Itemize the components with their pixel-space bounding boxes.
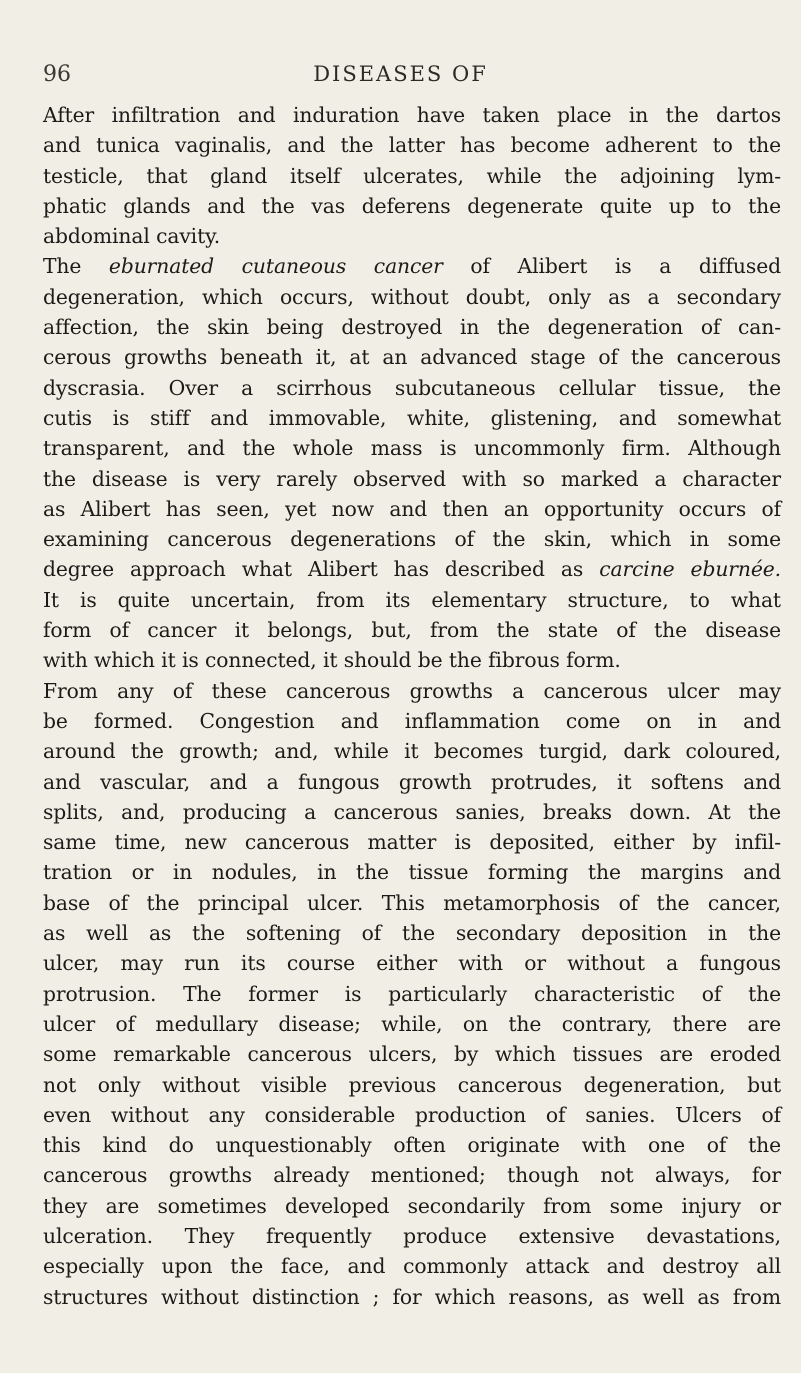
text-run: ulcer of medullary disease; while, on the contrary, there are [43,1011,781,1036]
text-line [43,1070,781,1100]
text-line [43,554,781,584]
text-run: cancerous growths already mentioned; though not always, for [43,1163,781,1188]
text-line [43,979,781,1009]
text-line [43,857,781,887]
text-run: phatic glands and the vas deferens degenerate quite up to the [43,193,781,218]
text-run: they are sometimes developed secondarily from some injury or [43,1193,781,1218]
text-line [43,433,781,463]
italic-term: eburnated cutaneous cancer [108,254,443,279]
text-line [43,1251,781,1281]
text-line [43,1100,781,1130]
text-run: as Alibert has seen, yet now and then an opportunity occurs of [43,496,781,521]
text-line [43,403,781,433]
text-line [43,948,781,978]
text-line [43,161,781,191]
text-run: form of cancer it belongs, but, from the state of the disease [43,618,781,643]
text-run: the disease is very rarely observed with so marked a character [43,466,781,491]
text-line [43,130,781,160]
text-run: degeneration, which occurs, without doubt, only as a secondary [43,284,781,309]
text-run: cutis is stiff and immovable, white, glistening, and somewhat [43,405,781,430]
text-line [43,767,781,797]
text-line [43,221,781,251]
text-line [43,191,781,221]
text-run: not only without visible previous cancerous degeneration, but [43,1072,781,1097]
text-run: be formed. Congestion and inflammation come on in and [43,708,781,733]
text-line [43,282,781,312]
text-line [43,1221,781,1251]
text-line [43,1009,781,1039]
text-line [43,524,781,554]
text-run: ulceration. They frequently produce extensive devastations, [43,1223,781,1248]
text-line [43,1282,781,1312]
text-run: and vascular, and a fungous growth protrudes, it softens and [43,769,781,794]
text-line [43,1039,781,1069]
italic-term: carcine eburnée. [599,557,781,582]
text-run: From any of these cancerous growths a cancerous ulcer may [43,678,781,703]
text-line [43,373,781,403]
text-run: examining cancerous degenerations of the skin, which in some [43,527,781,552]
text-run: structures without distinction ; for which reasons, as well as from [43,1284,781,1309]
text-run: protrusion. The former is particularly characteristic of the [43,981,781,1006]
text-line [43,615,781,645]
text-line [43,585,781,615]
text-line [43,706,781,736]
text-run: especially upon the face, and commonly attack and destroy all [43,1254,781,1279]
text-line [43,676,781,706]
text-run: as well as the softening of the secondary deposition in the [43,921,781,946]
running-head: DISEASES OF [313,62,488,86]
text-run: After infiltration and induration have taken place in the dartos [43,103,781,127]
text-run: some remarkable cancerous ulcers, by which tissues are eroded [43,1042,781,1067]
text-line [43,464,781,494]
text-line [43,797,781,827]
text-line [43,645,781,675]
text-line [43,918,781,948]
text-run: transparent, and the whole mass is uncommonly firm. Although [43,436,781,461]
text-line [43,312,781,342]
text-run: around the growth; and, while it becomes turgid, dark coloured, [43,739,781,764]
text-run: testicle, that gland itself ulcerates, while the adjoining lym- [43,163,781,188]
text-line [43,888,781,918]
text-line [43,1191,781,1221]
text-run: splits, and, producing a cancerous sanies, breaks down. At the [43,799,781,824]
text-line [43,736,781,766]
text-run: of Alibert is a diffused [442,254,781,279]
text-run: The [43,254,109,279]
text-line [43,1130,781,1160]
text-run: tration or in nodules, in the tissue forming the margins and [43,860,781,885]
text-line [43,342,781,372]
text-run: ulcer, may run its course either with or without a fungous [43,951,781,976]
text-run: base of the principal ulcer. This metamorphosis of the cancer, [43,890,781,915]
text-run: even without any considerable production of sanies. Ulcers of [43,1102,781,1127]
text-run: abdominal cavity. [43,224,221,249]
text-run: It is quite uncertain, from its elementary structure, to what [43,587,781,612]
text-line [43,251,781,281]
text-line [43,827,781,857]
body-text [43,100,781,1312]
text-run: same time, new cancerous matter is deposited, either by infil- [43,830,781,855]
text-run: dyscrasia. Over a scirrhous subcutaneous cellular tissue, the [43,375,781,400]
text-run: cerous growths beneath it, at an advanced stage of the cancerous [43,345,781,370]
text-line [43,1160,781,1190]
text-line [43,100,781,130]
text-run: with which it is connected, it should be the fibrous form. [43,648,621,673]
text-run: this kind do unquestionably often originate with one of the [43,1133,781,1158]
text-run: degree approach what Alibert has described as [43,557,600,582]
page-number: 96 [43,62,71,87]
text-run: affection, the skin being destroyed in the degeneration of can- [43,315,781,340]
text-run: and tunica vaginalis, and the latter has become adherent to the [43,133,781,158]
text-line [43,494,781,524]
